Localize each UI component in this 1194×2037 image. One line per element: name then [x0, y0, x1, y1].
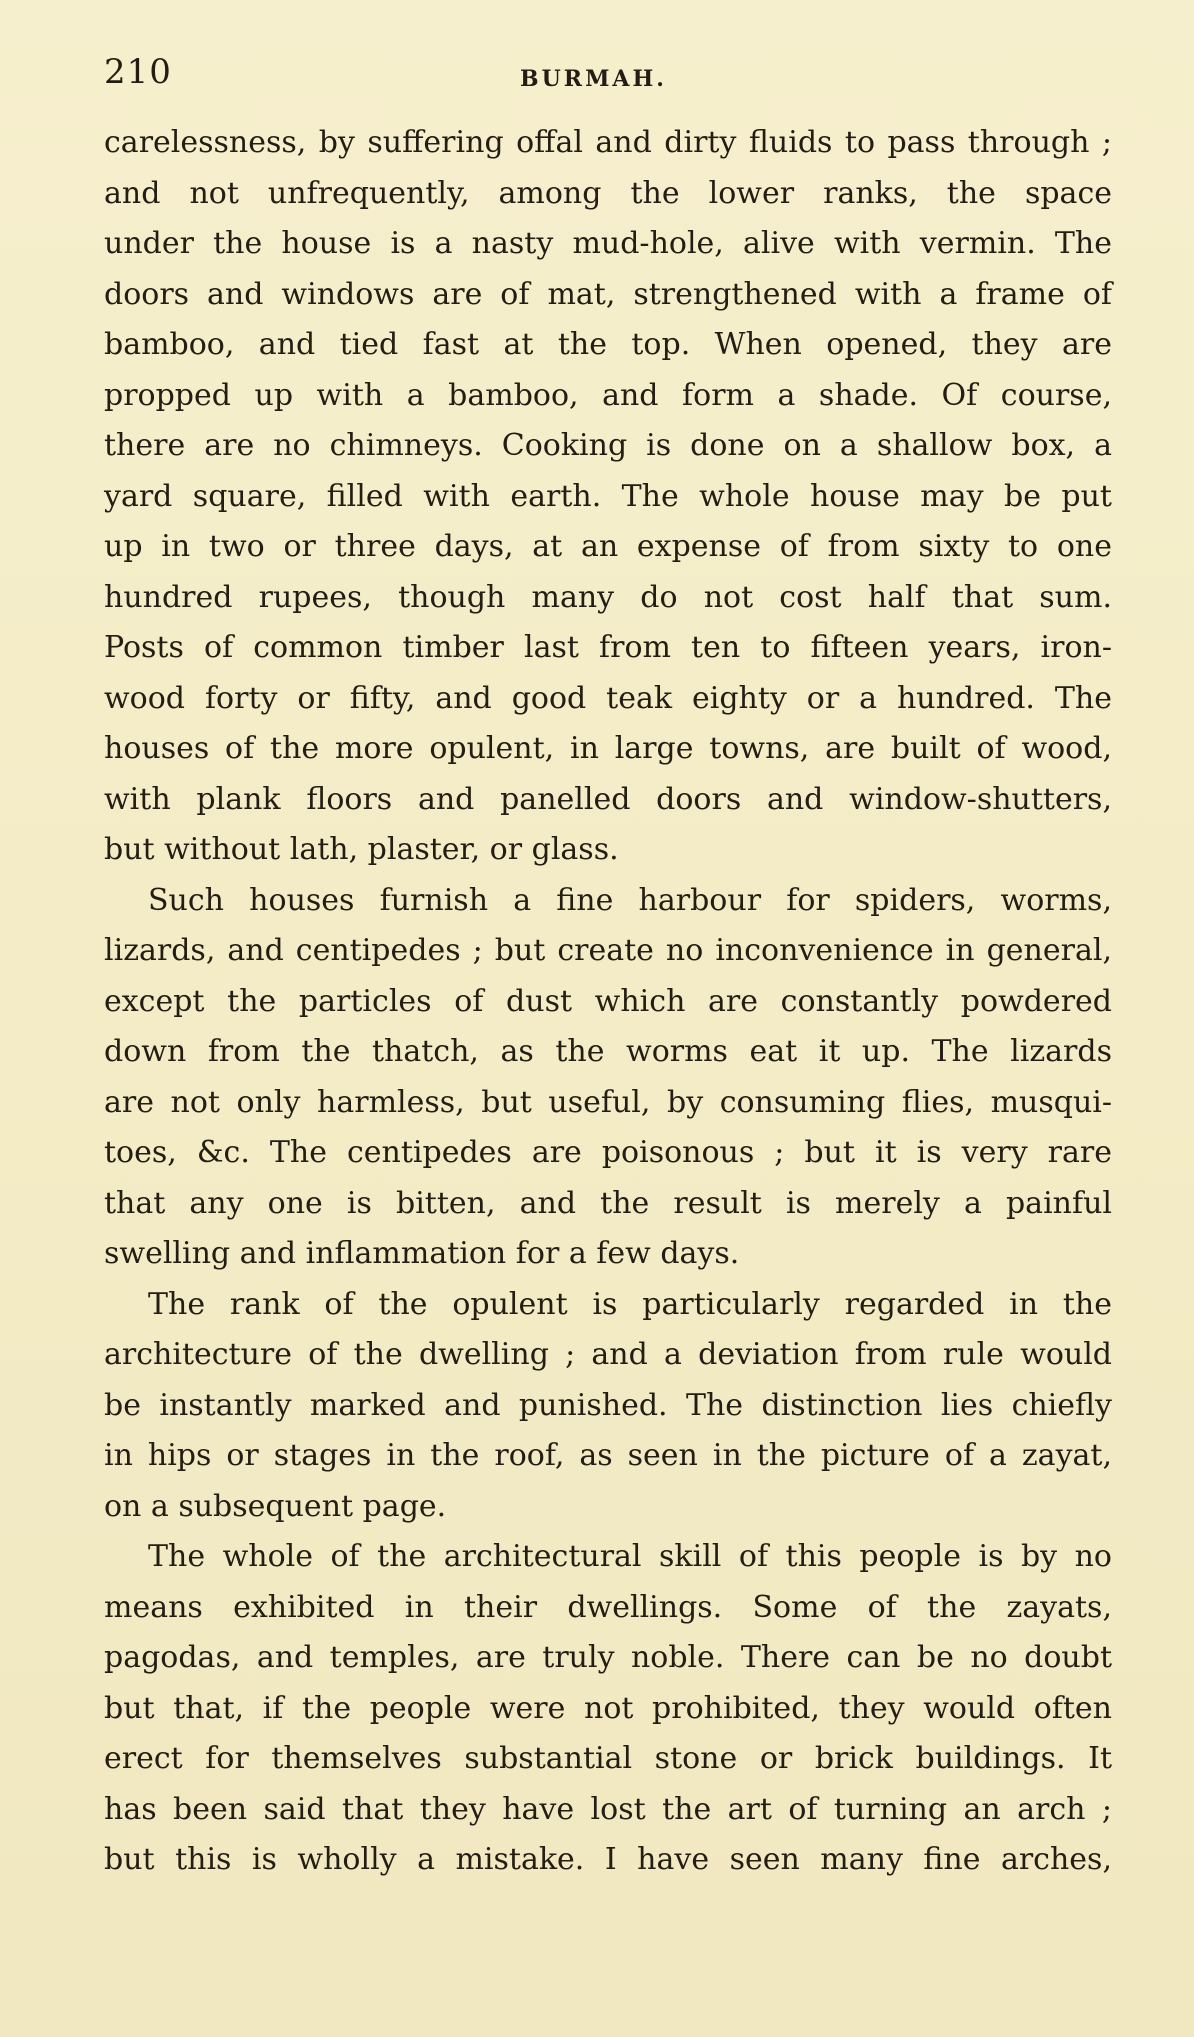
text-line: are not only harmless, but useful, by consuming flies, musqui- [104, 1084, 1112, 1120]
running-head [104, 52, 1114, 102]
running-title: BURMAH. [520, 66, 667, 92]
text-line: under the house is a nasty mud-hole, alive with vermin. The [104, 226, 1112, 261]
text-line: architecture of the dwelling ; and a deviation from rule would [104, 1337, 1112, 1372]
text-line: pagodas, and temples, are truly noble. There can be no doubt [104, 1640, 1112, 1675]
text-line: carelessness, by suffering offal and dirty fluids to pass through ; [104, 125, 1112, 160]
text-line: Such houses furnish a fine harbour for spiders, worms, [148, 882, 1112, 918]
text-line: The whole of the architectural skill of this people is by no [148, 1539, 1112, 1574]
text-line: Posts of common timber last from ten to fifteen years, iron- [104, 630, 1112, 665]
text-line: toes, &c. The centipedes are poisonous ; but it is very rare [104, 1135, 1112, 1170]
text-line: means exhibited in their dwellings. Some of the zayats, [104, 1589, 1112, 1625]
text-line: swelling and inflammation for a few days. [104, 1236, 740, 1271]
paragraph-3 [104, 1280, 1112, 1533]
text-line: houses of the more opulent, in large towns, are built of wood, [104, 731, 1112, 766]
text-line: wood forty or fifty, and good teak eighty or a hundred. The [104, 680, 1112, 716]
text-line: and not unfrequently, among the lower ranks, the space [104, 175, 1112, 211]
body-text [104, 118, 1112, 1886]
text-line: that any one is bitten, and the result is merely a painful [104, 1185, 1112, 1221]
text-line: yard square, filled with earth. The whole house may be put [104, 478, 1112, 514]
paragraph-1 [104, 118, 1112, 876]
text-line: but that, if the people were not prohibited, they would often [104, 1690, 1112, 1726]
page-number: 210 [104, 52, 172, 92]
text-line: except the particles of dust which are constantly powdered [104, 983, 1112, 1019]
text-line: up in two or three days, at an expense of from sixty to one [104, 529, 1112, 564]
text-line: be instantly marked and punished. The distinction lies chiefly [104, 1387, 1112, 1423]
text-line: doors and windows are of mat, strengthened with a frame of [104, 276, 1112, 312]
text-line: but this is wholly a mistake. I have seen many fine arches, [104, 1842, 1112, 1877]
text-line: lizards, and centipedes ; but create no inconvenience in general, [104, 933, 1112, 968]
text-line: bamboo, and tied fast at the top. When opened, they are [104, 327, 1112, 362]
text-line: propped up with a bamboo, and form a shade. Of course, [104, 377, 1112, 413]
text-line: with plank floors and panelled doors and window-shutters, [104, 781, 1112, 817]
text-line: has been said that they have lost the art of turning an arch ; [104, 1791, 1112, 1827]
text-line: in hips or stages in the roof, as seen in the picture of a zayat, [104, 1438, 1112, 1473]
text-line: hundred rupees, though many do not cost half that sum. [104, 579, 1112, 615]
text-line: down from the thatch, as the worms eat it up. The lizards [104, 1034, 1112, 1069]
paragraph-4 [104, 1532, 1112, 1886]
paragraph-2 [104, 876, 1112, 1280]
text-line: on a subsequent page. [104, 1488, 447, 1524]
text-line: there are no chimneys. Cooking is done on a shallow box, a [104, 428, 1112, 463]
text-line: but without lath, plaster, or glass. [104, 832, 619, 867]
text-line: erect for themselves substantial stone or brick buildings. It [104, 1741, 1112, 1776]
text-line: The rank of the opulent is particularly regarded in the [148, 1286, 1112, 1322]
